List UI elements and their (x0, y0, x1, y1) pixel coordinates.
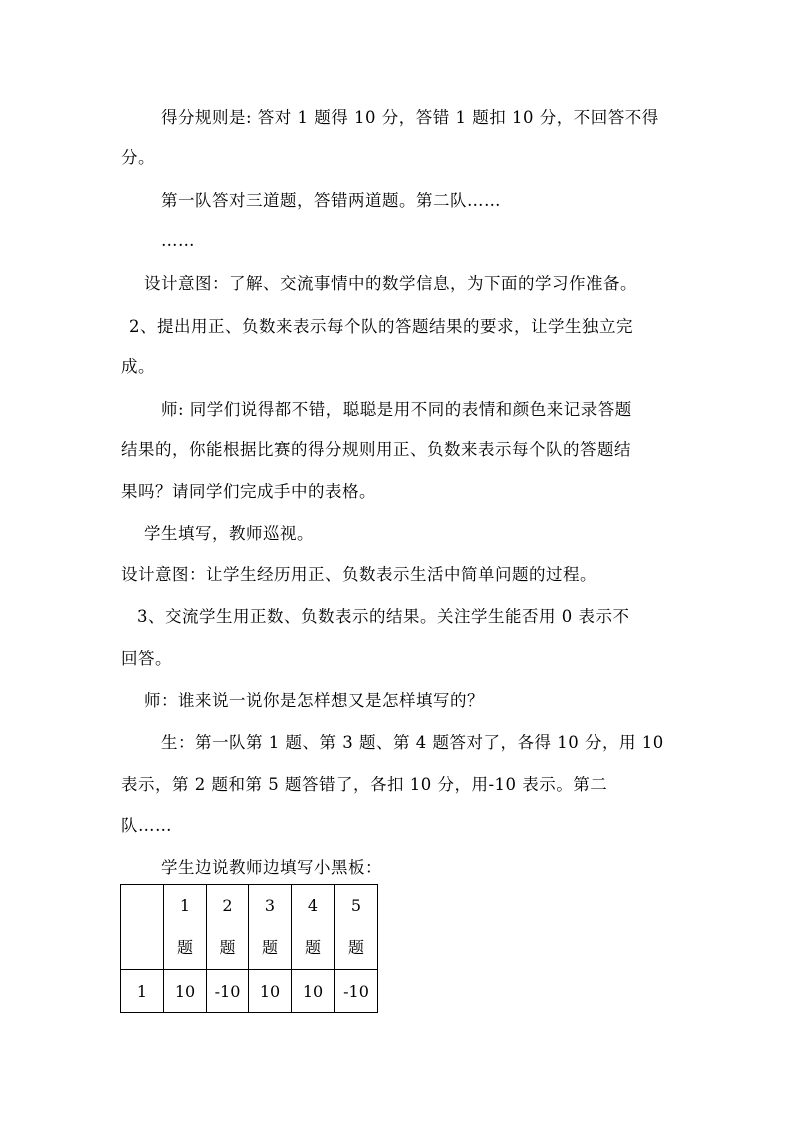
table-header-cell (164, 885, 207, 970)
question-unit: 题 (176, 938, 193, 957)
table-header-cell (249, 885, 292, 970)
question-unit: 题 (304, 938, 321, 957)
score-cell: 10 (164, 970, 207, 1013)
question-number: 4 (307, 896, 319, 915)
score-cell: 10 (292, 970, 335, 1013)
paragraph-student-answer-line1: 生：第一队第 1 题、第 3 题、第 4 题答对了，各得 10 分，用 10 (161, 733, 664, 752)
paragraph-teacher-line3: 果吗？请同学们完成手中的表格。 (121, 482, 376, 501)
question-number: 3 (264, 896, 276, 915)
paragraph-teacher-line2: 结果的，你能根据比赛的得分规则用正、负数来表示每个队的答题结 (121, 440, 631, 459)
table-header-row (121, 885, 378, 970)
paragraph-step-3-line1: 3、交流学生用正数、负数表示的结果。关注学生能否用 0 表示不 (137, 607, 630, 626)
paragraph-teacher-line1: 师: 同学们说得都不错，聪聪是用不同的表情和颜色来记录答题 (161, 400, 632, 419)
paragraph-student-answer-line3: 队…… (121, 816, 172, 835)
table-header-cell (207, 885, 249, 970)
question-unit: 题 (219, 938, 236, 957)
question-number: 5 (350, 896, 362, 915)
table-row (121, 970, 378, 1013)
score-cell: -10 (207, 970, 249, 1013)
score-cell: 10 (249, 970, 292, 1013)
table-header-cell (335, 885, 378, 970)
paragraph-design-intent-1: 设计意图：了解、交流事情中的数学信息，为下面的学习作准备。 (144, 274, 637, 293)
question-unit: 题 (261, 938, 278, 957)
table-header-cell (292, 885, 335, 970)
paragraph-students-fill: 学生填写，教师巡视。 (144, 524, 314, 543)
paragraph-design-intent-2: 设计意图：让学生经历用正、负数表示生活中简单问题的过程。 (121, 565, 597, 584)
paragraph-blackboard-intro: 学生边说教师边填写小黑板： (161, 858, 382, 877)
question-number: 2 (222, 896, 233, 915)
question-unit: 题 (347, 938, 364, 957)
paragraph-teacher-question: 师：谁来说一说你是怎样想又是怎样填写的？ (144, 691, 484, 710)
paragraph-step-2-line2: 成。 (121, 357, 155, 376)
paragraph-scoring-rule-line1: 得分规则是: 答对 1 题得 10 分，答错 1 题扣 10 分，不回答不得 (161, 108, 659, 127)
paragraph-ellipsis: …… (161, 231, 195, 250)
score-table (120, 884, 378, 1013)
team-cell: 1 (121, 970, 164, 1013)
paragraph-student-answer-line2: 表示，第 2 题和第 5 题答错了，各扣 10 分，用-10 表示。第二 (121, 775, 608, 794)
question-number: 1 (179, 896, 191, 915)
paragraph-step-2-line1: 2、提出用正、负数来表示每个队的答题结果的要求，让学生独立完 (129, 317, 633, 336)
paragraph-scoring-rule-line2: 分。 (121, 148, 155, 167)
table-corner-cell (121, 885, 164, 970)
paragraph-team-one-result: 第一队答对三道题，答错两道题。第二队…… (161, 191, 501, 210)
paragraph-step-3-line2: 回答。 (121, 649, 172, 668)
score-cell: -10 (335, 970, 378, 1013)
